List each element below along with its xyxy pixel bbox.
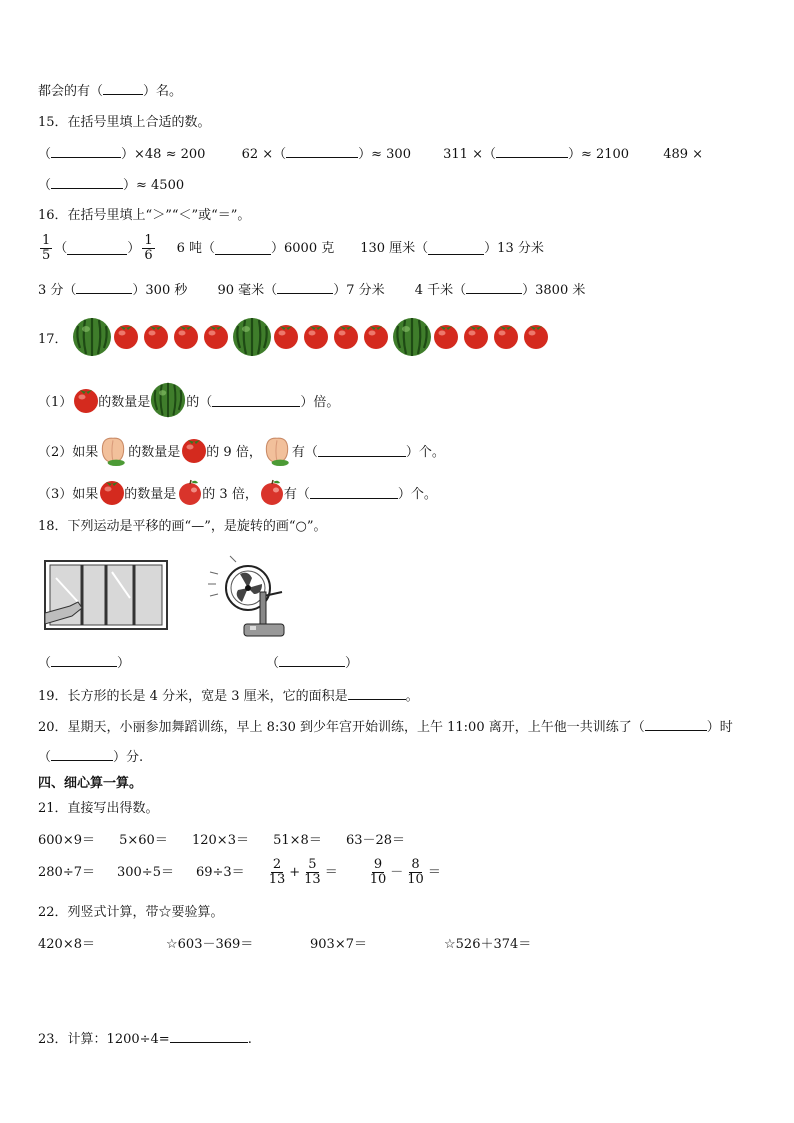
fraction (302, 858, 323, 887)
text: + (289, 864, 301, 880)
answer-blank[interactable] (466, 281, 522, 294)
text: 62 ×（ (241, 147, 287, 162)
answer-blank[interactable] (348, 687, 406, 700)
text: 3 分（ (38, 283, 77, 298)
text: 420×8＝ (38, 937, 95, 952)
denominator: 10 (369, 872, 387, 887)
q18-title: 18．下列运动是平移的画“—”，是旋转的画“○”。 (38, 519, 327, 534)
text: 280÷7＝ (38, 864, 95, 880)
section-title: 四、细心算一算。 (38, 776, 143, 791)
answer-blank[interactable] (51, 654, 117, 667)
watermelon-icon (150, 380, 186, 420)
apple-icon (258, 478, 284, 506)
answer-blank[interactable] (277, 281, 333, 294)
q17-fruit-row (38, 316, 552, 358)
text: ）≈ 2100 (567, 147, 630, 162)
text: ） (117, 656, 131, 671)
text: 有（ (283, 486, 310, 502)
text: （ (38, 178, 52, 193)
answer-blank[interactable] (51, 145, 121, 158)
q14-tail (38, 82, 182, 101)
text: 903×7＝ (310, 937, 367, 952)
text: （ (38, 750, 52, 765)
text: ＝ (427, 864, 441, 880)
tomato-icon (142, 322, 172, 352)
text: ）名。 (143, 84, 183, 99)
q16-title: 16．在括号里填上“＞”“＜”或“＝”。 (38, 208, 251, 223)
answer-blank[interactable] (76, 281, 132, 294)
text: （3）如果 (38, 486, 99, 502)
text: （ (38, 656, 52, 671)
text: 都会的有（ (38, 84, 104, 99)
text: 的（ (186, 394, 213, 410)
numerator: 9 (373, 857, 383, 872)
text: ）倍。 (300, 394, 340, 410)
text: ）300 秒 (132, 283, 188, 298)
q20-line2 (38, 748, 143, 767)
tomato-icon (172, 322, 202, 352)
text: 120×3＝ (191, 833, 249, 848)
text: （1） (38, 394, 73, 410)
text: 130 厘米（ (360, 240, 429, 256)
q18-answer-right (266, 654, 358, 673)
q17-sub3 (38, 478, 437, 506)
text: ）×48 ≈ 200 (121, 147, 206, 162)
answer-blank[interactable] (67, 242, 127, 255)
q23 (38, 1030, 252, 1049)
numerator: 5 (308, 857, 317, 872)
text: ）分. (113, 750, 144, 765)
text: 51×8＝ (273, 833, 322, 848)
text: 19．长方形的长是 4 分米，宽是 3 厘米，它的面积是 (38, 689, 348, 704)
peach-icon (262, 434, 292, 466)
text: ☆526＋374＝ (444, 937, 532, 952)
text: 。 (405, 689, 419, 704)
text: － (390, 864, 404, 880)
denominator: 10 (407, 872, 424, 887)
watermelon-icon (232, 316, 272, 358)
text: （ (38, 147, 52, 162)
answer-blank[interactable] (279, 654, 345, 667)
watermelon-icon (72, 316, 112, 358)
text: 有（ (291, 444, 318, 460)
answer-blank[interactable] (286, 145, 358, 158)
q18-answer-left (38, 654, 130, 673)
text: （ (266, 656, 280, 671)
tomato-icon (492, 322, 522, 352)
tomato-icon (98, 478, 124, 506)
tomato-icon (112, 322, 142, 352)
text: ＝ (324, 864, 338, 880)
text: ）≈ 4500 (123, 178, 185, 193)
text: ）3800 米 (522, 283, 586, 298)
text: 的数量是 (124, 486, 177, 502)
tomato-icon (302, 322, 332, 352)
numerator: 2 (272, 857, 282, 872)
denominator: 5 (42, 248, 51, 263)
text: 600×9＝ (38, 833, 95, 848)
text: . (247, 1032, 252, 1047)
question-number: 17． (38, 331, 68, 347)
tomato-icon (72, 386, 98, 414)
text: 5×60＝ (119, 833, 168, 848)
q17-sub2 (38, 434, 445, 466)
answer-blank[interactable] (212, 394, 300, 407)
answer-blank[interactable] (215, 242, 271, 255)
q19 (38, 687, 419, 706)
q17-sub1 (38, 380, 339, 420)
numerator: 1 (42, 233, 51, 248)
q15-title: 15．在括号里填上合适的数。 (38, 115, 211, 130)
apple-icon (176, 478, 202, 506)
text: （2）如果 (38, 444, 99, 460)
answer-blank[interactable] (51, 748, 113, 761)
fraction (405, 858, 426, 887)
answer-blank[interactable] (318, 444, 406, 457)
text: 90 毫米（ (217, 283, 278, 298)
text: ）个。 (397, 486, 437, 502)
q16-line1 (38, 234, 544, 263)
answer-blank[interactable] (103, 82, 143, 95)
answer-blank[interactable] (645, 718, 707, 731)
q20-line1 (38, 718, 733, 737)
tomato-icon (362, 322, 392, 352)
numerator: 8 (411, 857, 420, 872)
q22-title: 22．列竖式计算，带☆要验算。 (38, 905, 224, 920)
electric-fan-image (200, 552, 296, 642)
text: 4 千米（ (414, 283, 467, 298)
text: 的 9 倍， (206, 444, 262, 460)
text: 311 ×（ (443, 147, 496, 162)
text: ） (345, 656, 359, 671)
denominator: 6 (144, 248, 153, 263)
text: 23．计算：1200÷4= (38, 1032, 170, 1047)
watermelon-icon (392, 316, 432, 358)
answer-blank[interactable] (310, 486, 398, 499)
denominator: 13 (268, 872, 286, 887)
tomato-icon (462, 322, 492, 352)
q21-title: 21．直接写出得数。 (38, 801, 159, 816)
q21-row2 (38, 858, 441, 887)
text: 6 吨（ (176, 240, 215, 256)
text: 69÷3＝ (195, 864, 245, 880)
q21-row1 (38, 832, 405, 850)
sliding-window-image (42, 558, 170, 632)
tomato-icon (332, 322, 362, 352)
text: ☆603－369＝ (166, 937, 254, 952)
q15-line2 (38, 176, 184, 195)
text: 489 × (663, 147, 704, 162)
answer-blank[interactable] (496, 145, 568, 158)
tomato-icon (522, 322, 552, 352)
fraction (142, 234, 154, 263)
text: 的数量是 (128, 444, 181, 460)
answer-blank[interactable] (51, 176, 123, 189)
text: ）6000 克 (271, 240, 335, 256)
q15-line1 (38, 145, 703, 164)
text: ）7 分米 (333, 283, 385, 298)
fraction (267, 858, 288, 887)
text: 的数量是 (98, 394, 151, 410)
tomato-icon (202, 322, 232, 352)
answer-blank[interactable] (170, 1030, 248, 1043)
numerator: 1 (144, 233, 153, 248)
fraction (40, 234, 52, 263)
tomato-icon (432, 322, 462, 352)
text: 的 3 倍， (202, 486, 258, 502)
text: 20．星期天，小丽参加舞蹈训练，早上 8:30 到少年宫开始训练，上午 11:00 离开，上午他一共训练了（ (38, 720, 645, 735)
denominator: 13 (304, 872, 321, 887)
text: 63－28＝ (345, 833, 406, 848)
peach-icon (98, 434, 128, 466)
q16-line2 (38, 281, 585, 300)
text: ）个。 (405, 444, 445, 460)
text: ）≈ 300 (358, 147, 411, 162)
text: ）13 分米 (484, 240, 544, 256)
tomato-icon (180, 436, 206, 464)
text: ） (127, 240, 141, 256)
answer-blank[interactable] (428, 242, 484, 255)
text: 300÷5＝ (116, 864, 174, 880)
text: ）时 (706, 720, 733, 735)
fraction (368, 858, 389, 887)
tomato-icon (272, 322, 302, 352)
text: （ (54, 240, 68, 256)
